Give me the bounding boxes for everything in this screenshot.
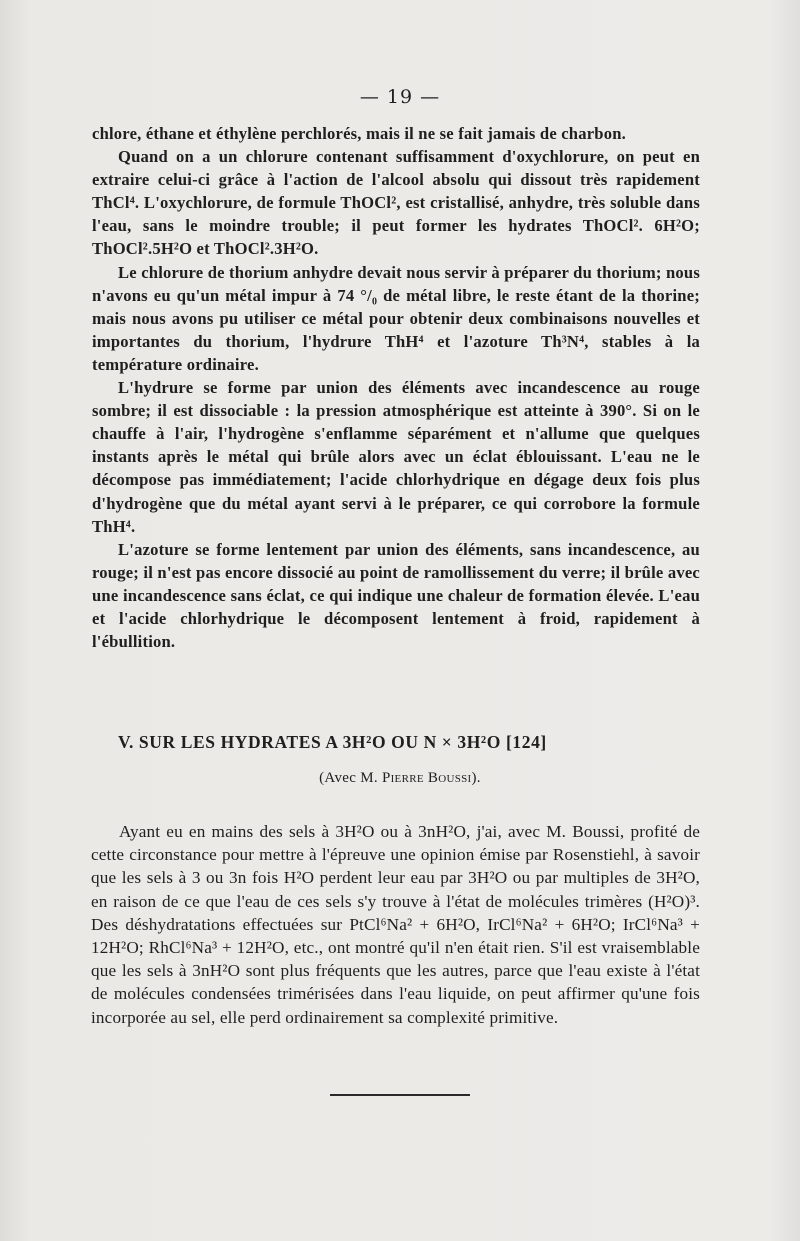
paragraph: Le chlorure de thorium anhydre devait nous servir à préparer du thorium; nous n'avons eu qu'un métal impur à 74 °/₀ de métal libre, le reste étant de la thorine; mais nous avons pu utiliser ce métal pour obtenir deux combinaisons nouvelles et importantes du thorium, l'hydrure ThH⁴ et l'azoture Th³N⁴, stables à la température ordinaire.	[92, 262, 700, 374]
subheading-prefix: (Avec M.	[319, 770, 382, 786]
paragraph: L'hydrure se forme par union des éléments avec incandescence au rouge sombre; il est dissociable : la pression atmosphérique est atteinte à 390°. Si on le chauffe à l'air, l'hydrogène s'enflamme séparément et n'allume que quelques instants après le métal qui brûle alors avec un éclat éblouissant. L'eau ne le décompose pas immédiatement; l'acide chlorhydrique en dégage deux fois plus d'hydrogène que du métal ayant servi à le préparer, ce qui corrobore la formule ThH⁴.	[92, 378, 700, 536]
paragraph: Ayant eu en mains des sels à 3H²O ou à 3nH²O, j'ai, avec M. Boussi, profité de cette circonstance pour mettre à l'épreuve une opinion émise par Rosenstiehl, à savoir que les sels à 3 ou 3n fois H²O perdent leur eau par 3H²O ou par multiples de 3H²O, en raison de ce que l'eau de ces sels s'y trouve à l'état de molécules trimères (H²O)³. Des déshydratations effectuées sur PtCl⁶Na² + 6H²O, IrCl⁶Na² + 6H²O; IrCl⁶Na³ + 12H²O; RhCl⁶Na³ + 12H²O, etc., ont montré qu'il n'en était rien. S'il est vraisemblable que les sels à 3nH²O sont plus fréquents que les autres, parce que l'eau existe à l'état de molécules condensées trimérisées dans l'eau liquide, on peut affirmer qu'une fois incorporée au sel, elle perd ordinairement sa complexité primitive.	[91, 822, 700, 1027]
horizontal-rule	[330, 1094, 470, 1096]
section-body	[92, 122, 700, 653]
section-body-2	[91, 820, 700, 1029]
page-number: — 19 —	[359, 86, 441, 108]
section-heading: V. SUR LES HYDRATES A 3H²O OU N × 3H²O [124]	[118, 732, 547, 752]
author-name: Pierre Boussi	[381, 770, 472, 786]
paragraph: Quand on a un chlorure contenant suffisamment d'oxychlorure, on peut en extraire celui-ci grâce à l'action de l'alcool absolu qui dissout très rapidement ThCl⁴. L'oxychlorure, de formule ThOCl², est cristallisé, anhydre, très soluble dans l'eau, sans le moindre trouble; il peut former les hydrates ThOCl². 6H²O; ThOCl².5H²O et ThOCl².3H²O.	[92, 147, 700, 259]
paragraph: L'azoture se forme lentement par union des éléments, sans incandescence, au rouge; il n'est pas encore dissocié au point de ramollissement du verre; il brûle avec une incandescence sans éclat, ce qui indique une chaleur de formation élevée. L'eau et l'acide chlorhydrique le décomposent lentement à froid, rapidement à l'ébullition.	[92, 539, 700, 652]
section-subheading	[0, 770, 800, 787]
paragraph: chlore, éthane et éthylène perchlorés, mais il ne se fait jamais de charbon.	[92, 124, 626, 143]
subheading-suffix: ).	[471, 770, 481, 786]
